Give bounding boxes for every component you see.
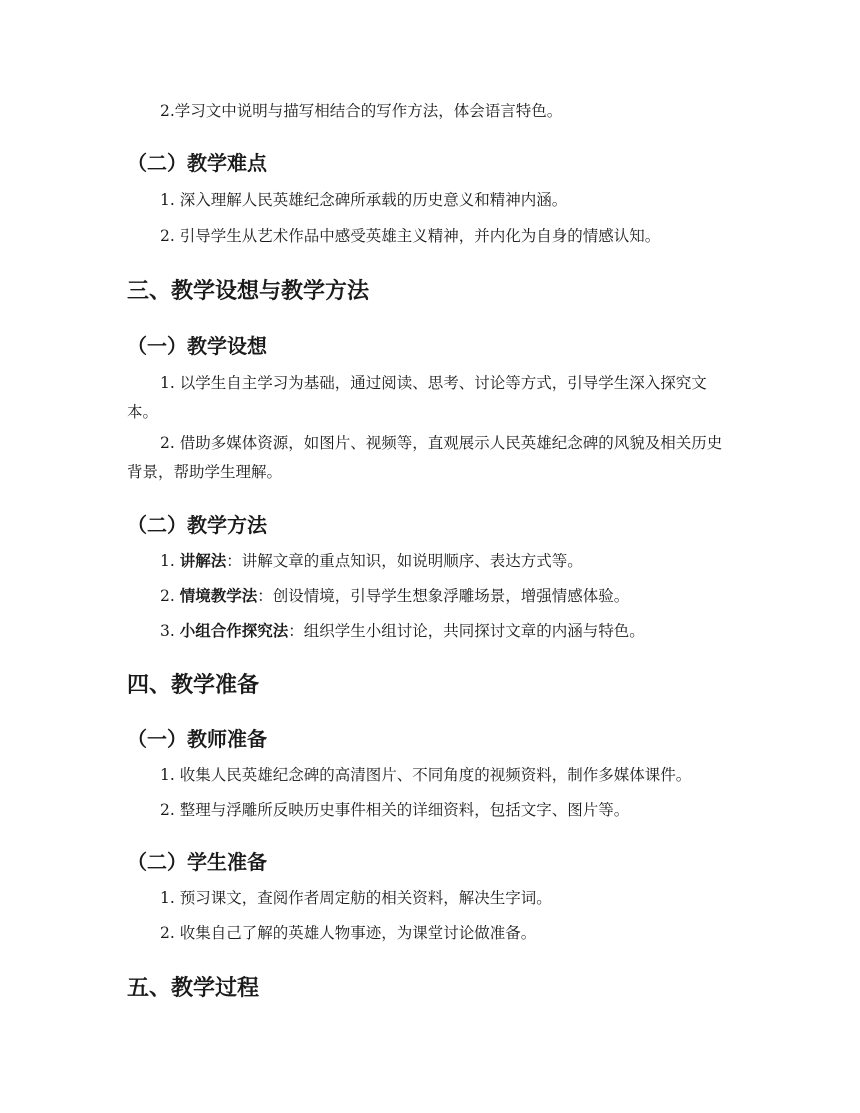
idea-item-1: 1. 以学生自主学习为基础，通过阅读、思考、讨论等方式，引导学生深入探究文本。 — [127, 374, 707, 421]
method-text: ：组织学生小组讨论，共同探讨文章的内涵与特色。 — [288, 622, 645, 640]
method-item-2 — [127, 582, 737, 611]
method-label: 小组合作探究法 — [179, 622, 289, 640]
difficulty-heading: （二）教学难点 — [127, 151, 267, 175]
section5-heading: 五、教学过程 — [127, 976, 260, 1001]
method-label: 情境教学法 — [179, 587, 258, 605]
method-item-3 — [127, 617, 737, 646]
method-num: 3. — [160, 622, 180, 640]
method-num: 2. — [160, 587, 180, 605]
idea-heading: （一）教学设想 — [127, 334, 267, 358]
student-prep-item-1: 1. 预习课文，查阅作者周定舫的相关资料，解决生字词。 — [160, 889, 552, 907]
difficulty-item-1: 1. 深入理解人民英雄纪念碑所承载的历史意义和精神内涵。 — [160, 191, 568, 209]
section3-heading: 三、教学设想与教学方法 — [127, 279, 370, 304]
section4-heading: 四、教学准备 — [127, 673, 260, 698]
teacher-prep-heading: （一）教师准备 — [127, 727, 267, 751]
method-text: ：创设情境，引导学生想象浮雕场景，增强情感体验。 — [257, 587, 630, 605]
student-prep-heading: （二）学生准备 — [127, 850, 267, 874]
idea-item-2: 2. 借助多媒体资源，如图片、视频等，直观展示人民英雄纪念碑的风貌及相关历史背景，帮助学生理解。 — [127, 434, 723, 481]
student-prep-item-2: 2. 收集自己了解的英雄人物事迹，为课堂讨论做准备。 — [160, 924, 537, 942]
teacher-prep-item-2: 2. 整理与浮雕所反映历史事件相关的详细资料，包括文字、图片等。 — [160, 801, 630, 819]
method-label: 讲解法 — [179, 552, 227, 570]
objective-item-2: 2.学习文中说明与描写相结合的写作方法，体会语言特色。 — [160, 102, 563, 120]
method-item-1 — [127, 547, 737, 576]
teacher-prep-item-1: 1. 收集人民英雄纪念碑的高清图片、不同角度的视频资料，制作多媒体课件。 — [160, 766, 692, 784]
method-text: ：讲解文章的重点知识，如说明顺序、表达方式等。 — [226, 552, 583, 570]
difficulty-item-2: 2. 引导学生从艺术作品中感受英雄主义精神，并内化为自身的情感认知。 — [160, 227, 661, 245]
method-num: 1. — [160, 552, 180, 570]
methods-heading: （二）教学方法 — [127, 513, 267, 537]
